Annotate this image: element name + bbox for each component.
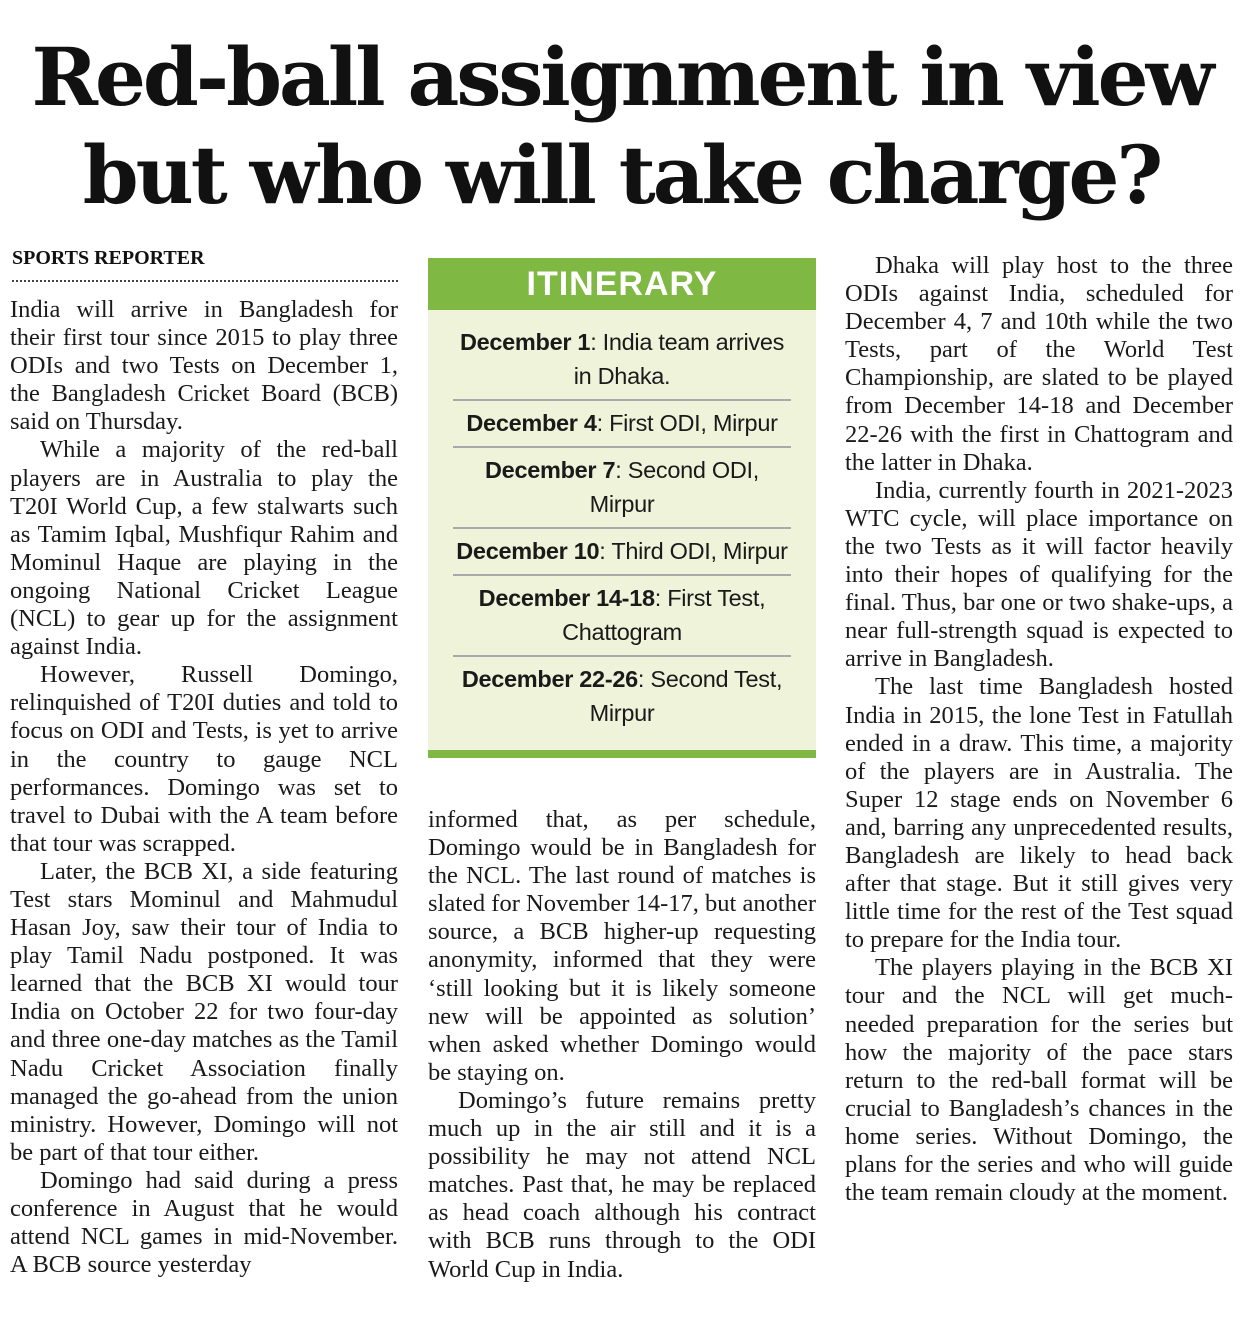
- paragraph: Domingo’s future remains pretty much up in the air still and it is a possibility he may not attend NCL matches. Past that, he may be replaced as head coach although his contract with BCB runs through to the ODI World Cup in India.: [428, 1086, 816, 1283]
- itinerary-event: : First Test, Chattogram: [562, 585, 766, 645]
- paragraph: informed that, as per schedule, Domingo would be in Bangladesh for the NCL. The last round of matches is slated for November 14-17, but another source, a BCB higher-up requesting anonymity, informed that they were ‘still looking but it is likely someone new will be appointed as solution’ when asked whether Domingo would be staying on.: [428, 806, 816, 1086]
- paragraph: However, Russell Domingo, relinquished of T20I duties and told to focus on ODI and Tests, is yet to arrive in the country to gauge NCL performances. Domingo was set to travel to Dubai with the A team before that tour was scrapped.: [10, 661, 398, 857]
- itinerary-item: [453, 448, 791, 529]
- itinerary-date: December 4: [466, 410, 597, 436]
- itinerary-event: : Second Test, Mirpur: [589, 666, 783, 726]
- paragraph: Domingo had said during a press conference in August that he would attend NCL games in mid-November. A BCB source yesterday: [10, 1166, 398, 1279]
- paragraph: While a majority of the red-ball players are in Australia to play the T20I World Cup, a few stalwarts such as Tamim Iqbal, Mushfiqur Rahim and Mominul Haque are playing in the ongoing National Cricket League (NCL) to gear up for the assignment against India.: [10, 436, 398, 661]
- headline-line-2: but who will take charge?: [82, 128, 1161, 222]
- itinerary-date: December 7: [485, 457, 616, 483]
- itinerary-event: : India team arrives in Dhaka.: [573, 329, 785, 389]
- itinerary-item: [453, 529, 791, 576]
- headline: [0, 28, 1243, 224]
- itinerary-item: [453, 320, 791, 401]
- paragraph: The last time Bangladesh hosted India in 2015, the lone Test in Fatullah ended in a draw. This time, a majority of the players are in Australia. The Super 12 stage ends on November 6 and, barring any unprecedented results, Bangladesh are likely to head back after that stage. But it still gives very little time for the rest of the Test squad to prepare for the India tour.: [845, 673, 1233, 954]
- itinerary-box: [428, 258, 816, 758]
- paragraph: The players playing in the BCB XI tour and the NCL will get much-needed preparation for the series but how the majority of the pace stars return to the red-ball format will be crucial to Bangladesh’s chances in the home series. Without Domingo, the plans for the series and who will guide the team remain cloudy at the moment.: [845, 954, 1233, 1207]
- itinerary-item: [453, 657, 791, 736]
- itinerary-list: [453, 320, 791, 736]
- paragraph: India will arrive in Bangladesh for their first tour since 2015 to play three ODIs and two Tests on December 1, the Bangladesh Cricket Board (BCB) said on Thursday.: [10, 296, 398, 436]
- itinerary-event: : Second ODI, Mirpur: [589, 457, 759, 517]
- itinerary-item: [453, 401, 791, 448]
- itinerary-date: December 10: [456, 538, 600, 564]
- article-column-3: [845, 252, 1233, 1207]
- itinerary-item: [453, 576, 791, 657]
- itinerary-date: December 14-18: [478, 585, 655, 611]
- itinerary-date: December 22-26: [461, 666, 638, 692]
- itinerary-event: : Third ODI, Mirpur: [599, 538, 788, 564]
- article-column-1: [10, 296, 398, 1279]
- itinerary-title: ITINERARY: [428, 258, 816, 310]
- headline-line-1: Red-ball assignment in view: [31, 30, 1212, 124]
- paragraph: Later, the BCB XI, a side featuring Test stars Mominul and Mahmudul Hasan Joy, saw their tour of India to play Tamil Nadu postponed. It was learned that the BCB XI would tour India on October 22 for two four-day and three one-day matches as the Tamil Nadu Cricket Association finally managed the go-ahead from the union ministry. However, Domingo will not be part of that tour either.: [10, 857, 398, 1166]
- itinerary-event: : First ODI, Mirpur: [596, 410, 778, 436]
- itinerary-date: December 1: [459, 329, 591, 355]
- article-column-2: [428, 806, 816, 1284]
- paragraph: Dhaka will play host to the three ODIs against India, scheduled for December 4, 7 and 10th while the two Tests, part of the World Test Championship, are slated to be played from December 14-18 and December 22-26 with the first in Chattogram and the latter in Dhaka.: [845, 252, 1233, 476]
- paragraph: India, currently fourth in 2021-2023 WTC cycle, will place importance on the two Tests as it will factor heavily into their hopes of qualifying for the final. Thus, bar one or two shake-ups, a near full-strength squad is expected to arrive in Bangladesh.: [845, 476, 1233, 673]
- byline: SPORTS REPORTER: [12, 246, 398, 282]
